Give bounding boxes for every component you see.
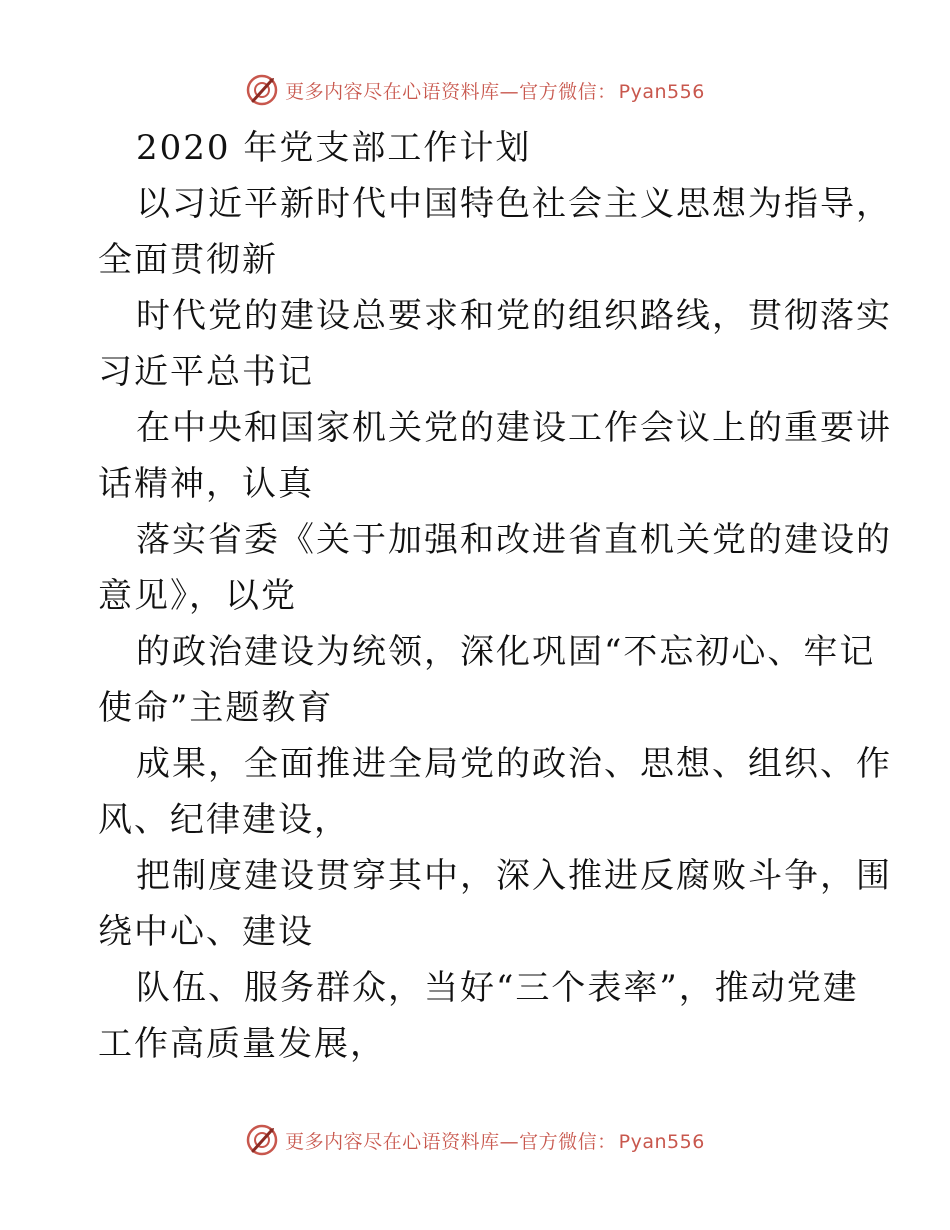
paragraph-line: 绕中心、建设 bbox=[98, 912, 314, 952]
document-body bbox=[98, 120, 892, 1072]
paragraph-line: 时代党的建设总要求和党的组织路线，贯彻落实 bbox=[136, 296, 892, 336]
paragraph-line: 队伍、服务群众，当好“三个表率”，推动党建 bbox=[136, 968, 859, 1008]
watermark-text bbox=[285, 1127, 705, 1154]
footer-watermark bbox=[0, 1120, 950, 1160]
paragraph-line: 把制度建设贯穿其中，深入推进反腐败斗争，围 bbox=[136, 856, 892, 896]
paragraph-line: 工作高质量发展， bbox=[98, 1024, 386, 1064]
paragraph-line: 风、纪律建设， bbox=[98, 800, 350, 840]
paragraph-line: 落实省委《关于加强和改进省直机关党的建设的 bbox=[136, 520, 892, 560]
paragraph-line: 使命”主题教育 bbox=[98, 688, 334, 728]
paragraph-line: 话精神，认真 bbox=[98, 464, 314, 504]
document-title: 2020 年党支部工作计划 bbox=[136, 128, 532, 168]
watermark-label: 更多内容尽在心语资料库—官方微信： bbox=[285, 1130, 617, 1153]
watermark-label: 更多内容尽在心语资料库—官方微信： bbox=[285, 80, 617, 103]
paragraph-line: 全面贯彻新 bbox=[98, 240, 278, 280]
library-logo-icon bbox=[245, 1123, 279, 1157]
paragraph-line: 习近平总书记 bbox=[98, 352, 314, 392]
watermark-account: Pyan556 bbox=[618, 1130, 705, 1153]
watermark-account: Pyan556 bbox=[618, 80, 705, 103]
paragraph-line: 在中央和国家机关党的建设工作会议上的重要讲 bbox=[136, 408, 892, 448]
header-watermark bbox=[0, 70, 950, 110]
paragraph-line: 成果，全面推进全局党的政治、思想、组织、作 bbox=[136, 744, 892, 784]
paragraph-line: 的政治建设为统领，深化巩固“不忘初心、牢记 bbox=[136, 632, 876, 672]
paragraph-line: 意见》，以党 bbox=[98, 576, 297, 616]
library-logo-icon bbox=[245, 73, 279, 107]
paragraph-line: 以习近平新时代中国特色社会主义思想为指导， bbox=[136, 184, 892, 224]
watermark-text bbox=[285, 77, 705, 104]
